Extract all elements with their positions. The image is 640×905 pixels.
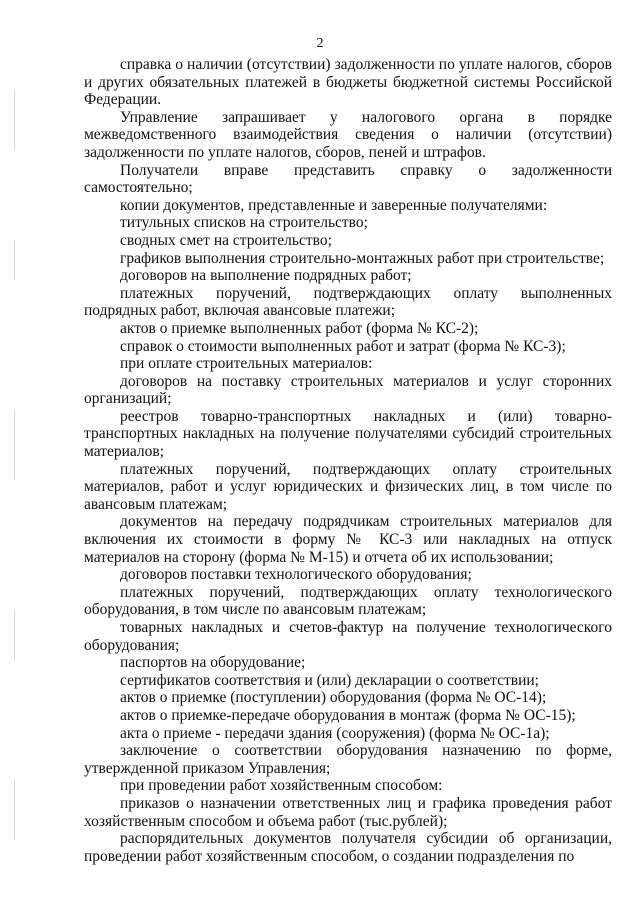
paragraph: платежных поручений, подтверждающих оплату выполненных подрядных работ, включая авансовые платежи;: [84, 284, 612, 320]
paragraph: документов на передачу подрядчикам строительных материалов для включения их стоимости в форму № КС-3 или накладных на отпуск материалов на сторону (форма № М-15) и отчета об их использовании;: [84, 513, 612, 566]
paragraph: сертификатов соответствия и (или) декларации о соответствии;: [120, 671, 539, 689]
paragraph: товарных накладных и счетов-фактур на получение технологического оборудования;: [84, 619, 612, 654]
paragraph: актов о приемке выполненных работ (форма № КС-2);: [120, 319, 479, 337]
paragraph: платежных поручений, подтверждающих оплату строительных материалов, работ и услуг юридических и физических лиц, в том числе по авансовым платежам;: [84, 460, 612, 513]
paragraph: справка о наличии (отсутствии) задолженности по уплате налогов, сборов и других обязательных платежей в бюджеты бюджетной системы Российской Федерации.: [84, 56, 612, 109]
paragraph: паспортов на оборудование;: [120, 654, 306, 672]
paragraph: платежных поручений, подтверждающих оплату технологического оборудования, в том числе по авансовым платежам;: [84, 583, 612, 619]
paragraph: реестров товарно-транспортных накладных и (или) товарно-транспортных накладных на получение получателями субсидий строительных материалов;: [84, 407, 612, 461]
paragraph: приказов о назначении ответственных лиц и графика проведения работ хозяйственным способом и объема работ (тыс.рублей);: [84, 794, 612, 830]
paragraph: Управление запрашивает у налогового органа в порядке межведомственного взаимодействия сведения о наличии (отсутствии) задолженности по уплате налогов, сборов, пеней и штрафов.: [84, 108, 612, 161]
paragraph: распорядительных документов получателя субсидии об организации, проведении работ хозяйственным способом, о создании подразделения по: [84, 830, 612, 865]
paragraph: копии документов, представленные и заверенные получателями:: [120, 196, 548, 214]
paragraph: при проведении работ хозяйственным способом:: [120, 777, 443, 795]
paragraph: актов о приемке-передаче оборудования в монтаж (форма № ОС-15);: [120, 706, 576, 724]
paragraph: договоров на выполнение подрядных работ;: [120, 267, 412, 285]
paragraph: Получатели вправе представить справку о задолженности самостоятельно;: [84, 161, 612, 197]
paragraph: актов о приемке (поступлении) оборудования (форма № ОС-14);: [120, 689, 547, 707]
paragraph: графиков выполнения строительно-монтажных работ при строительстве;: [120, 249, 605, 267]
paragraph: заключение о соответствии оборудования назначению по форме, утвержденной приказом Управления;: [84, 742, 612, 777]
document-body: [84, 56, 612, 865]
paragraph: договоров поставки технологического оборудования;: [120, 566, 472, 584]
paragraph: справок о стоимости выполненных работ и затрат (форма № КС-3);: [120, 337, 566, 355]
paragraph: при оплате строительных материалов:: [120, 355, 373, 373]
scan-artifacts: [14, 90, 24, 850]
paragraph: титульных списков на строительство;: [120, 214, 368, 232]
paragraph: договоров на поставку строительных материалов и услуг сторонних организаций;: [84, 372, 612, 408]
page-number: 2: [316, 36, 324, 51]
paragraph: сводных смет на строительство;: [120, 231, 332, 249]
paragraph: акта о приеме - передачи здания (сооружения) (форма № ОС-1а);: [120, 724, 550, 742]
